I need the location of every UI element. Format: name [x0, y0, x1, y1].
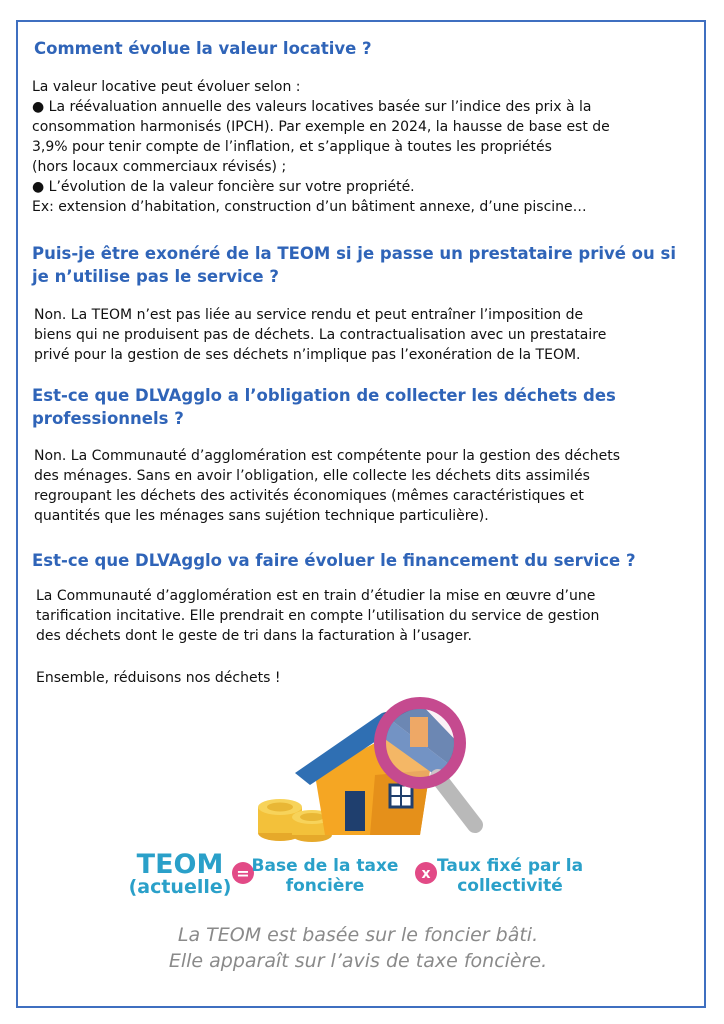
base-sublabel: foncière [285, 876, 365, 896]
section1-line: Ex: extension d’habitation, construction d’un bâtiment annexe, d’une piscine… [32, 199, 587, 215]
section2-heading-line: je n’utilise pas le service ? [32, 267, 279, 286]
section1-line: (hors locaux commerciaux révisés) ; [32, 159, 287, 175]
section1-heading: Comment évolue la valeur locative ? [34, 39, 372, 58]
teom-sublabel: (actuelle) [128, 876, 232, 898]
section2-heading-line: Puis-je être exonéré de la TEOM si je passe un prestataire privé ou si [32, 244, 676, 263]
section4-line: tarification incitative. Elle prendrait en compte l’utilisation du service de gestion [36, 608, 600, 624]
section4-line: La Communauté d’agglomération est en train d’étudier la mise en œuvre d’une [36, 588, 596, 604]
section3-line: des ménages. Sans en avoir l’obligation, elle collecte les déchets dits assimilés [34, 468, 590, 484]
section3-line: regroupant les déchets des activités économiques (mêmes caractéristiques et [34, 488, 584, 504]
equals-sign: = [236, 864, 250, 883]
section3-line: quantités que les ménages sans sujétion technique particulière). [34, 508, 489, 524]
section3-heading-line: professionnels ? [32, 409, 184, 428]
section1-line: La valeur locative peut évoluer selon : [32, 79, 301, 95]
taux-sublabel: collectivité [457, 876, 563, 896]
caption-line-2: Elle apparaît sur l’avis de taxe foncière. [168, 950, 548, 972]
base-label: Base de la taxe [251, 856, 399, 876]
section4-heading: Est-ce que DLVAgglo va faire évoluer le financement du service ? [32, 551, 636, 570]
section1-body [32, 77, 610, 217]
section2-body [34, 305, 606, 365]
section1-line: ● La réévaluation annuelle des valeurs locatives basée sur l’indice des prix à la [32, 99, 592, 115]
closing-line: Ensemble, réduisons nos déchets ! [36, 670, 281, 686]
caption-line-1: La TEOM est basée sur le foncier bâti. [177, 924, 539, 946]
section3-heading [32, 384, 616, 430]
section3-line: Non. La Communauté d’agglomération est compétente pour la gestion des déchets [34, 448, 621, 464]
teom-illustration [120, 695, 600, 985]
section2-line: biens qui ne produisent pas de déchets. La contractualisation avec un prestataire [34, 327, 607, 343]
section3-body [34, 446, 620, 526]
section2-heading [32, 242, 676, 288]
section1-line: consommation harmonisés (IPCH). Par exemple en 2024, la hausse de base est de [32, 119, 610, 135]
section4-body [36, 586, 599, 646]
taux-label: Taux fixé par la [436, 856, 584, 876]
section4-line: des déchets dont le geste de tri dans la facturation à l’usager. [36, 628, 472, 644]
times-sign: x [421, 866, 431, 882]
section1-line: ● L’évolution de la valeur foncière sur votre propriété. [32, 179, 415, 195]
section1-line: 3,9% pour tenir compte de l’inflation, et s’applique à toutes les propriétés [32, 139, 552, 155]
section2-line: privé pour la gestion de ses déchets n’implique pas l’exonération de la TEOM. [34, 347, 581, 363]
section2-line: Non. La TEOM n’est pas liée au service rendu et peut entraîner l’imposition de [34, 307, 584, 323]
teom-label: TEOM [136, 849, 224, 880]
section3-heading-line: Est-ce que DLVAgglo a l’obligation de collecter les déchets des [32, 386, 616, 405]
